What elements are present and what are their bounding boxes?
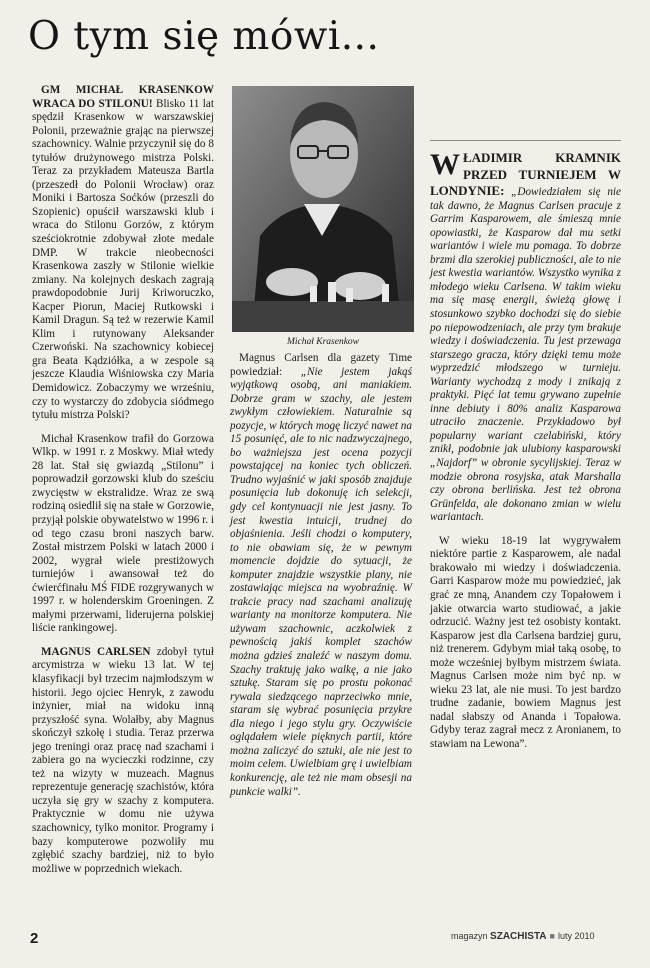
article-kramnik-p1	[430, 150, 621, 525]
page-number: 2	[30, 930, 39, 947]
column-1	[32, 84, 214, 886]
footer-separator: ■	[549, 931, 555, 941]
article-kramnik-p2: W wieku 18-19 lat wygrywałem niektóre partie z Kasparowem, ale nadal brakowało mi wiedzy i doświadczenia. Garri Kasparow może mu powiedzieć, jak grać ze mną, Anandem czy Topałowem i jakie otwarcia warto studiować, a jakie odrzucić. Ważny jest też osobisty kontakt. Kasparow jest dla Carlsena bardziej guru, niż trenerem. Gdybym miał taką osobę, to może wcześniej byłbym mistrzem świata. Magnus Carlsen może nim być np. w wieku 23 lat, ale nie musi. To jest bardzo trudne zadanie, bowiem Magnus jest nadal słabszy od Ananda i Topałowa. Gdyby teraz zagrał mecz z Aronianem, to stawiam na Lewona”.	[430, 534, 621, 750]
article-krasenkow-lead: GM MICHAŁ KRASENKOW WRACA DO STILONU!	[32, 84, 214, 110]
portrait-image	[232, 86, 414, 332]
article-carlsen-p1	[32, 646, 214, 876]
photo-caption: Michał Krasenkow	[286, 337, 360, 347]
article-carlsen-body: zdobył tytuł arcymistrza w wieku 13 lat. W tej klasyfikacji był trzecim najmłodszym w historii. Jego ojciec Henryk, z zawodu inżynier, miał na widoku inną przyszłość syna. Wolałby, aby Magnus skończył szkołę i studia. Teraz przerwa jego treningi oraz pracę nad szachami i zabiera go na wycieczki rodzinne, czy też na wizyty w muzeach. Magnus reprezentuje generację szachistów, która uczyła się gry w szachy z komputera. Praktycznie w domu nie używa szachownicy, tylko monitor. Programy i bazy komputerowe pozwoliły mu zgłębić szachy bardziej, niż to było możliwe w poprzednich wiekach.	[32, 645, 214, 875]
page-title: O tym się mówi...	[28, 14, 380, 59]
column-3-kramnik	[430, 150, 621, 762]
footer-magazine	[451, 931, 595, 942]
article-krasenkow-body: Blisko 11 lat spędził Krasenkow w warszawskiej Polonii, przeważnie grając na pierwszej szachownicy. Walnie przyczynił się do 8 tytułów drużynowego mistrza Polski. Teraz za przykładem Mateusza Bartla (przeszedł do Polonii Wrocław) oraz Moniki i Bartosza Soćków (przeszli do Szopienic) opuścił warszawski klub i wraca do Stilonu Gorzów, z którym sześciokrotnie zdobywał złote medale DMP. W trakcie nieobecności Krasenkowa zaszły w Stilonie wielkie zmiany. Na kolejnych deskach zagrają prawdopodobnie Jurij Kriworuczko, Kacper Piorun, Maciej Rutkowski i Kamil Dragun. Są też w rezerwie Kamil Klim i rutynowany Aleksander Czerwoński. Na szachownicy kobiecej gra Beata Kądziółka, a w zespole są jeszcze Klaudia Wiśniowska czy Maria Demidowicz. Zobaczymy we wrześniu, czy to wystarczy do zdobycia siódmego tytułu mistrza Polski?	[32, 97, 214, 422]
article-kramnik-quote: „Dowiedziałem się nie tak dawno, że Magnus Carlsen pracuje z Garrim Kasparowem, ale śmieszą mnie opowiastki, że Kasparow dał mu setki wariantów i wiele mu pomaga. To dobrze brzmi dla szerokiej publiczności, ale to nie jest kwestia wariantów. Wszystko wynika z młodego wieku Carlsena. W takim wieku ma się masę energii, świeżą głowę i stosunkowo szybko dochodzi się do siebie po niepowodzeniach, ale przy tym brakuje wiedzy i doświadczenia. Tu jest przewaga starszego gracza, który dzięki temu może wyprzedzić młodszego w turnieju. Warianty wychodzą z mody i znikają z praktyki. Pięć lat temu grywano zupełnie inne debiuty i 80% analiz Kasparowa utraciło znaczenie. Przykładowo był popularny wariant czelabiński, który znikł, podobnie jak ulubiony kasparowski „Najdorf” w obronie sycylijskiej. Teraz w modzie obrona rosyjska, atak Marshalla czy obrona berlińska. Jest też obrona Grünfelda, ale dokonano zmian w wielu wariantach.	[430, 186, 621, 524]
footer-magazine-name: SZACHISTA	[490, 931, 547, 942]
divider	[430, 140, 621, 141]
article-carlsen-lead: MAGNUS CARLSEN	[41, 645, 151, 658]
article-carlsen-quote-intro: Magnus Carlsen dla gazety Time powiedział:	[230, 352, 412, 378]
column-2	[230, 352, 412, 809]
article-krasenkow-p1	[32, 84, 214, 423]
article-krasenkow-p2: Michał Krasenkow trafił do Gorzowa Wlkp. w 1991 r. z Moskwy. Miał wtedy 28 lat. Stał się gwiazdą „Stilonu” i poprowadził gorzowski klub do sześciu zwycięstw w ekstralidze. Wraz ze swą rodziną osiedlił się na stałe w Gorzowie, przyjął polskie obywatelstwo w 1996 r. i od tego czasu broni naszych barw. Został mistrzem Polski w latach 2000 i 2002, wygrał wiele prestiżowych turniejów i awansował też do ćwierćfinału MŚ FIDE rozgrywanych w 1997 r. w holenderskim Groeningen. Z małymi przerwami, liderujerna polskiej liście rankingowej.	[32, 432, 214, 635]
footer-issue: luty 2010	[557, 931, 595, 941]
footer-magazine-prefix: magazyn	[451, 931, 488, 941]
article-carlsen-quote-text: „Nie jestem jakąś wyjątkową osobą, ani maniakiem. Dobrze gram w szachy, ale jestem zwykłym człowiekiem. Naturalnie są pozycje, w których mogę liczyć nawet na 15 posunięć, ale to nic nadzwyczajnego, bo ważniejsza jest ocena pozycji powstającej na koniec tych obliczeń. Trudno wyjaśnić w jaki sposób znajduje posunięcia lub dokonuję ich selekcji, gdy cel kontynuacji nie jest jasny. To jest kwestia intuicji, trudnej do objaśnienia. Jeśli chodzi o komputery, to nie obawiam się, że w pewnym momencie dojdzie do sytuacji, że komputer znajdzie wszystkie plany, nie zostawiając miejsca na wyobraźnię. W trakcie pracy nad szachami analizuję warianty na monitorze komputera. Nie używam szachownic, aczkolwiek z pewnością jakiś komplet szachów można gdzieś znaleźć w naszym domu. Szachy traktuję jako walkę, a nie jako sztukę. Staram się po prostu pokonać rywala siedzącego naprzeciwko mnie, staram się wybrać posunięcia przykre dla niego i jego stylu gry. Oczywiście oglądałem wiele pięknych partii, które można zaliczyć do sztuki, ale nie jest to moim celem. Uwielbiam grę i uwielbiam konkurencję, ale też nie mam obsesji na punkcie walki”.	[230, 365, 412, 798]
photo-krasenkow	[232, 86, 414, 332]
kramnik-dropcap: W	[430, 148, 460, 181]
article-kramnik-lead: ŁADIMIR KRAMNIK PRZED TURNIEJEM W LONDYNIE:	[430, 150, 621, 199]
article-carlsen-quote	[230, 352, 412, 799]
